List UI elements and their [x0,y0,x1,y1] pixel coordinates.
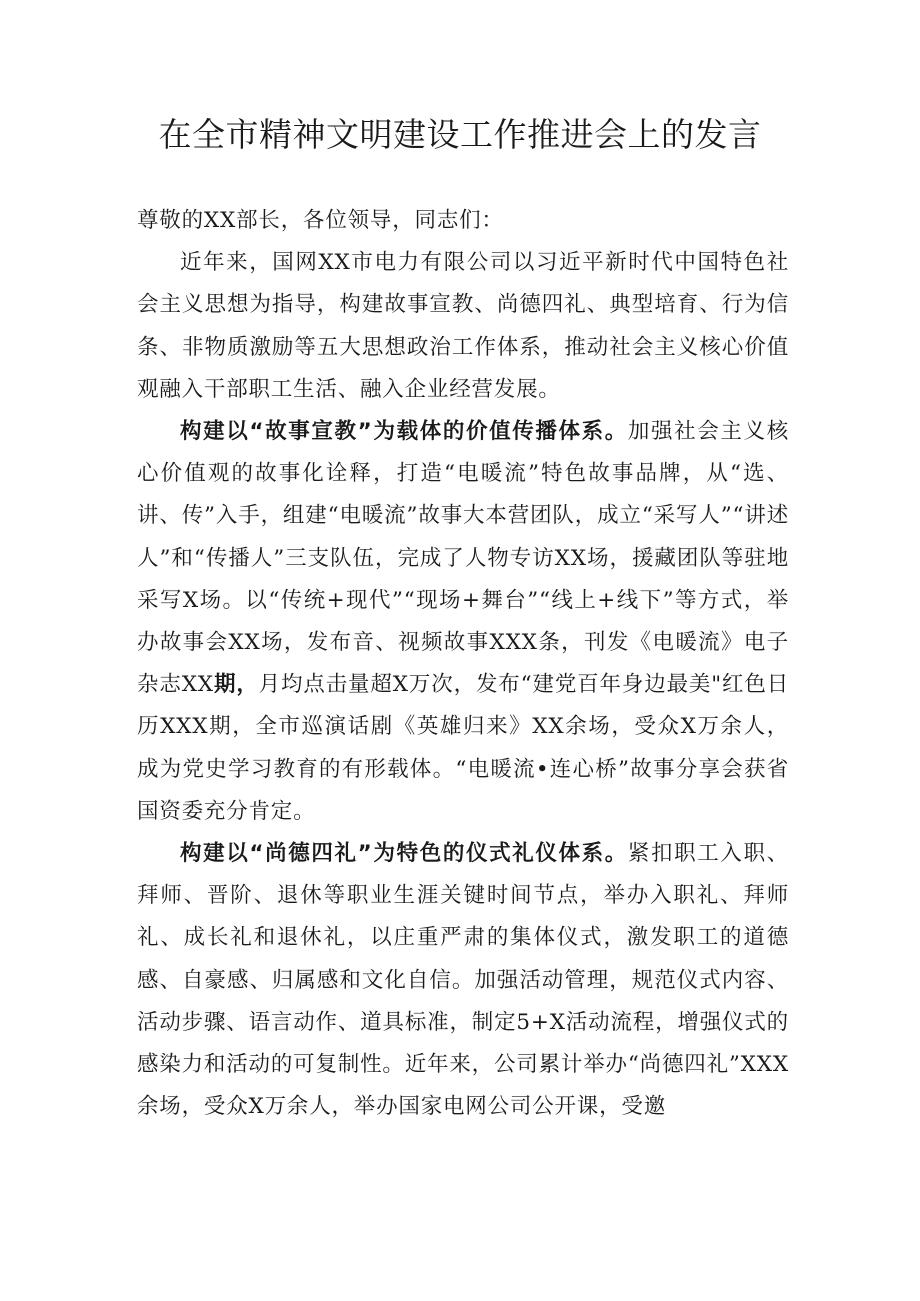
paragraph-story-bold-word: 期， [213,672,259,698]
paragraph-story-heading: 构建以“故事宣教”为载体的价值传播体系。 [180,419,628,445]
paragraph-story-text-a: 加强社会主义核心价值观的故事化诠释，打造“电暖流”特色故事品牌，从“选、讲、传”入手，组建“电暖流”故事大本营团队，成立“采写人”“讲述人”和“传播人”三支队伍，完成了人物专访XX场，援藏团队等驻地采写X场。以“传统+现代”“现场+舞台”“线上+线下”等方式，举办故事会XX场，发布音、视频故事XXX条，刊发《电暖流》电子杂志XX [137,419,789,698]
paragraph-story-system [137,411,789,833]
paragraph-story-text-b: 月均点击量超X万次，发布“建党百年身边最美"红色日历XXX期，全市巡演话剧《英雄归来》XX余场，受众X万余人，成为党史学习教育的有形载体。“电暖流•连心桥”故事分享会获省国资委充分肯定。 [137,672,789,824]
paragraph-intro [137,242,789,411]
paragraph-intro-text: 近年来，国网XX市电力有限公司以习近平新时代中国特色社会主义思想为指导，构建故事宣教、尚德四礼、典型培育、行为信条、非物质激励等五大思想政治工作体系，推动社会主义核心价值观融入干部职工生活、融入企业经营发展。 [137,250,789,402]
document-title: 在全市精神文明建设工作推进会上的发言 [158,115,762,154]
salutation: 尊敬的XX部长，各位领导，同志们： [137,208,504,233]
paragraph-ceremony-text: 紧扣职工入职、拜师、晋阶、退休等职业生涯关键时间节点，举办入职礼、拜师礼、成长礼和退休礼，以庄重严肃的集体仪式，激发职工的道德感、自豪感、归属感和文化自信。加强活动管理，规范仪式内容、活动步骤、语言动作、道具标准，制定5+X活动流程，增强仪式的感染力和活动的可复制性。近年来，公司累计举办“尚德四礼”XXX余场，受众X万余人，举办国家电网公司公开课，受邀 [137,841,789,1120]
paragraph-ceremony-heading: 构建以“尚德四礼”为特色的仪式礼仪体系。 [180,841,628,867]
paragraph-ceremony-system [137,833,789,1128]
document-body [137,200,789,1128]
